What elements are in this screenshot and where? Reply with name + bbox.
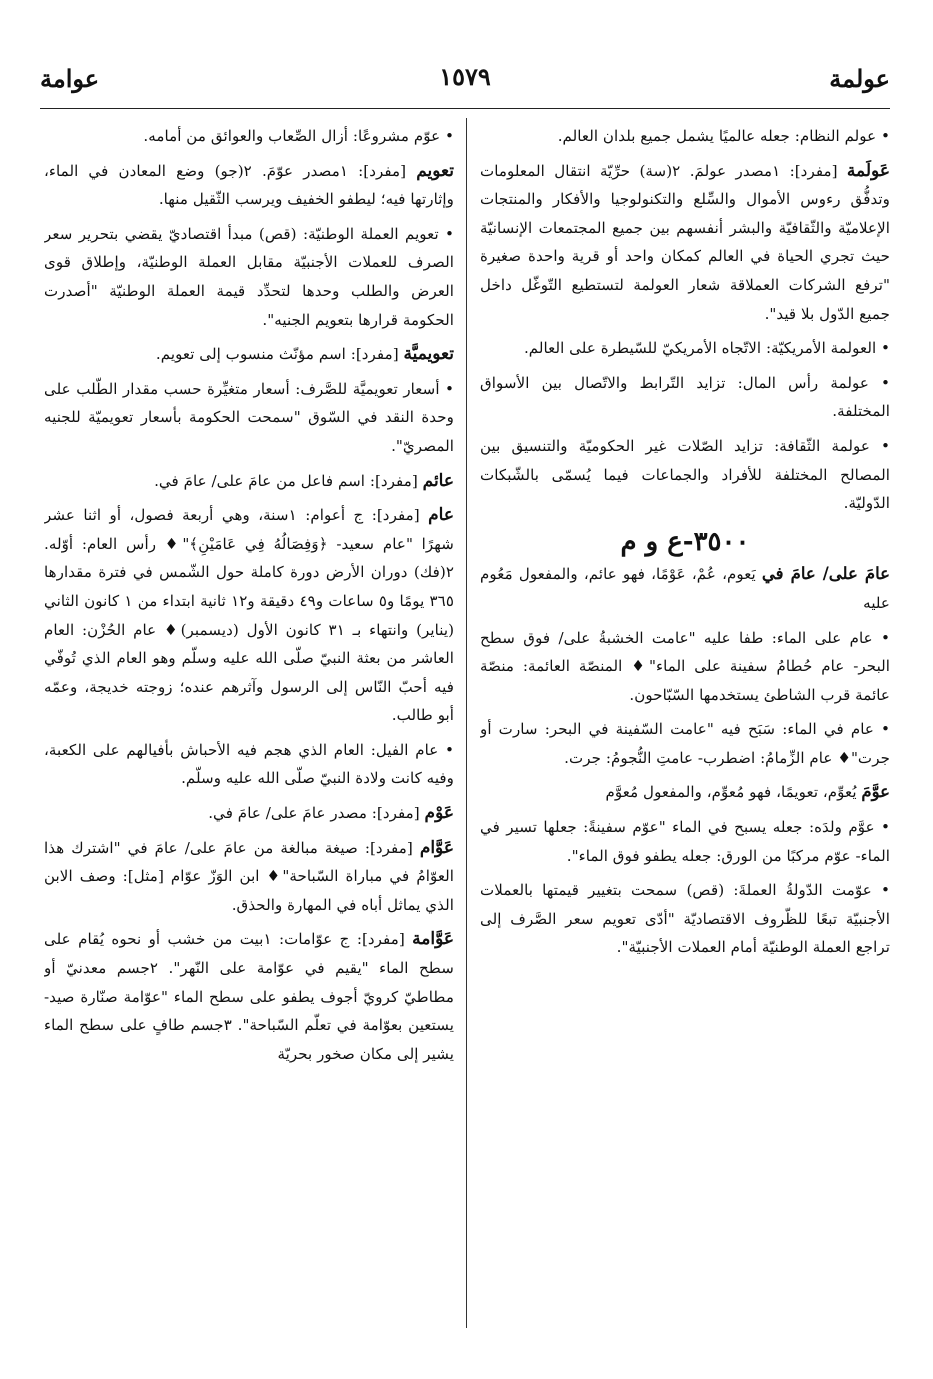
entry-bullet: • عام على الماء: طفا عليه "عامت الخشبةُ على/ فوق سطح البحر- عام حُطامُ سفينة على الماء"♦ المنصّة العائمة: منصّة عائمة قرب الشاطئ يستخدمها السّبّاحون.: [480, 628, 890, 704]
entry-body: يُعوِّم، تعويمًا، فهو مُعوِّم، والمفعول مُعوَّم: [605, 783, 862, 802]
entry: [480, 778, 890, 807]
right-column: [480, 122, 890, 1332]
entry-bullet: • عوّم مشروعًا: أزال الصِّعاب والعوائق من أمامه.: [143, 127, 454, 145]
entry-body: [مفرد]: ج أعوام: ١سنة، وهي أربعة فصول، أو اثنا عشر شهرًا "عام سعيد- ﴿وَفِصَالُهُ فِي عَامَيْنِ﴾"♦ رأس العام: أوّله. ٢(فك) دوران الأرض دورة كاملة حول الشّمس في فترة مقدارها ٣٦٥ يومًا و٥ ساعات و٤٩ دقيقة و١٢ ثانية ابتداء من ١ كانون الثاني (يناير) وانتهاء بـ ٣١ كانون الأول (ديسمبر)♦ عام الحُزْن: العام العاشر من بعثة النبيّ صلّى الله عليه وسلّم وهو العام الذي تُوفّي فيه أحبّ النّاس إلى الرسول وآثرهم عنده؛ زوجته خديجة، وعمّه أبو طالب.: [44, 506, 454, 725]
left-column: [44, 122, 454, 1332]
entry: [44, 925, 454, 1068]
column-divider: [466, 118, 467, 1328]
page-number: ١٥٧٩: [439, 62, 491, 91]
entry-bullet: • عام في الماء: سَبَح فيه "عامت السّفينة في البحر: سارت أو جرت"♦ عام الزِّمامُ: اضطرب- عامتِ النُّجومُ: جرت.: [480, 720, 890, 767]
entry: [44, 834, 454, 920]
entry-bullet: • عوَّم ولدَه: جعله يسبح في الماء "عوّم سفينةً: جعلها تسير في الماء- عوّم مركبًا من الورق: جعله يطفو فوق الماء".: [480, 818, 890, 865]
entry: [44, 501, 454, 730]
entry: [44, 799, 454, 828]
entry-bullet: • عام الفيل: العام الذي هجم فيه الأحباش بأفيالهم على الكعبة، وفيه كانت ولادة النبيّ صلّى الله عليه وسلّم.: [44, 740, 454, 788]
entry-bullet: • تعويم العملة الوطنيّة: (قص) مبدأ اقتصاديّ يقضي بتحرير سعر الصرف للعملات الأجنبيّة مقابل العملة الوطنيّة، وإطلاق قوى العرض والطلب وحدها لتحدِّد قيمة العملة الوطنيّة "أصدرت الحكومة قرارها بتعويم الجنيه".: [44, 224, 454, 329]
entry: [44, 467, 454, 496]
entry: [44, 340, 454, 369]
entry-body: [مفرد]: ١مصدر عولمَ. ٢(سة) حرِّيّة انتقال المعلومات وتدفُّق رءوس الأموال والسِّلع والتكنولوجيا والأفكار والمنتجات الإعلاميّة والثّقافيّة والبشر أنفسهم بين جميع المجتمعات الإنسانيّة حيث تجري الحياة في العالم كمكان واحد أو قرية واحدة صغيرة "ترفع الشركات العملاقة شعار العولمة لتستطيع التّوغّل داخل جميع الدّول بلا قيد".: [480, 161, 890, 323]
entry-bullet: • عولمة الثّقافة: تزايد الصّلات غير الحكوميّة والتنسيق بين المصالح المختلفة للأفراد والجماعات فيما يُسمّى بالشّبكات الدّوليّة.: [480, 436, 890, 513]
entry-headword: تعويميَّة: [403, 344, 454, 365]
entry-headword: عامَ على/ عامَ في: [761, 564, 890, 584]
entry: [44, 157, 454, 214]
header-rule: [40, 108, 890, 109]
entry-headword: تعويم: [416, 160, 454, 181]
entry-body: [مفرد]: ١مصدر عوّمَ. ٢(جو) وضع المعادن في الماء، وإثارتها فيه؛ ليطفو الخفيف ويرسب الثّقيل منها.: [44, 161, 454, 209]
entry-bullet: • العولمة الأمريكيّة: الاتّجاه الأمريكيّ للسّيطرة على العالم.: [523, 339, 890, 358]
page-header: [40, 58, 890, 98]
header-word-right: عولمة: [829, 64, 890, 93]
entry-body: [مفرد]: اسم فاعل من عامَ على/ عامَ في.: [154, 471, 423, 490]
entry-headword: عَولَمة: [846, 160, 890, 181]
entry-headword: عَوَّام: [419, 837, 454, 858]
entry-body: [مفرد]: صيغة مبالغة من عامَ على/ عامَ في "اشترك هذا العوّامُ في مباراة السّباحة"♦ ابن الوَزّ عوّام [مثل]: وصف الابن الذي يماثل أباه في المهارة والحذق.: [44, 838, 454, 914]
root-heading: ٣٥٠٠-ع و م: [620, 526, 750, 557]
entry: [480, 157, 890, 329]
entry-bullet: • عوّمت الدّولةُ العملةَ: (قص) سمحت بتغيير قيمتها بالعملات الأجنبيّة تبعًا للظّروف الاقتصاديّة "أدّى تعويم سعر الصَّرف إلى تراجع العملة الوطنيّة أمام العملات الأجنبيّة".: [480, 881, 890, 957]
entry: [480, 560, 890, 617]
entry-bullet: • عولمة رأس المال: تزايد التّرابط والاتّصال بين الأسواق المختلفة.: [480, 373, 890, 421]
entry-bullet: • عولم النظام: جعله عالميًا يشمل جميع بلدان العالم.: [557, 127, 890, 145]
entry-body: [مفرد]: ج عوّامات: ١بيت من خشب أو نحوه يُقام على سطح الماء "يقيم في عوّامة على النّهر". ٢جسم معدنيّ أو مطاطيّ كرويّ أجوف يطفو على سطح الماء "عوّامة صنّارة صيد- يستعين بعوّامة في تعلّم السّباحة". ٣جسم طافٍ على سطح الماء يشير إلى مكان صخور بحريّة: [44, 930, 454, 1063]
entry-body: [مفرد]: مصدر عامَ على/ عامَ في.: [208, 804, 425, 823]
entry-body: [مفرد]: اسم مؤنّث منسوب إلى تعويم.: [155, 345, 404, 364]
entry-headword: عائم: [422, 470, 454, 491]
entry-headword: عام: [428, 505, 454, 526]
entry-headword: عَوَّامة: [412, 929, 454, 950]
entry-bullet: • أسعار تعويميَّة للصَّرف: أسعار متغيِّرة حسب مقدار الطّلب على وحدة النقد في السّوق "سمحت الحكومة بأسعار تعويميّة للجنيه المصريّ".: [44, 379, 454, 455]
entry-headword: عوَّمَ: [861, 782, 890, 802]
entry-body: يَعوم، عُمْ، عَوْمًا، فهو عائم، والمفعول مَعُوم عليه: [480, 565, 890, 612]
header-word-left: عوامة: [40, 64, 100, 93]
entry-headword: عَوْم: [424, 803, 454, 824]
